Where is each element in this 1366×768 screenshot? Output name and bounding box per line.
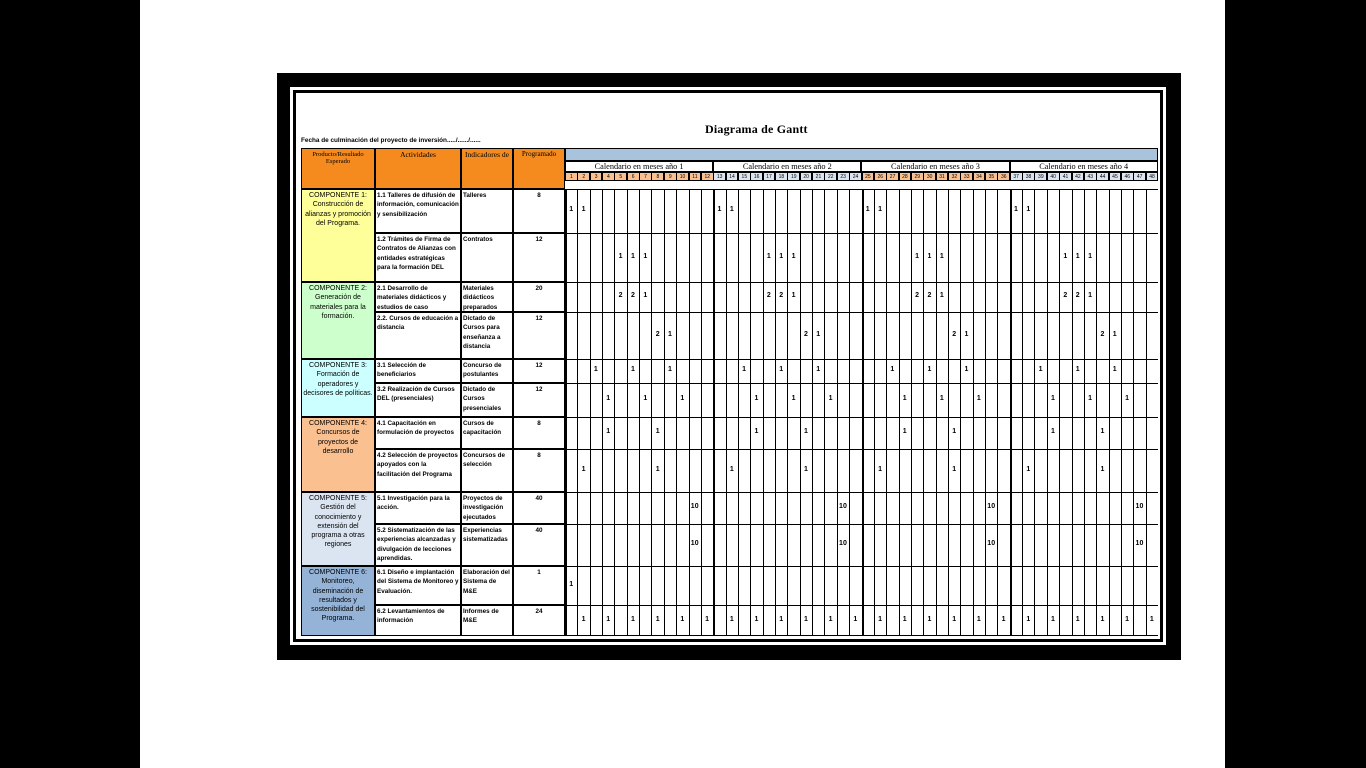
- gantt-mark: 1: [915, 252, 920, 260]
- month-number-45: 45: [1109, 172, 1122, 181]
- component-5-cell: COMPONENTE 5: Gestión del conocimiento y extensión del programa a otras regiones: [301, 492, 375, 566]
- gantt-mark: 1: [952, 615, 957, 623]
- gantt-mark: 1: [1075, 615, 1080, 623]
- month-number-43: 43: [1084, 172, 1097, 181]
- gantt-mark: 1: [828, 615, 833, 623]
- grid-column-line: [565, 189, 567, 636]
- grid-column-line: [1146, 189, 1147, 636]
- gantt-mark: 10: [839, 503, 847, 510]
- indicator-cell: Dictado de Cursos presenciales: [461, 383, 513, 417]
- year-1-header: Calendario en meses año 1: [565, 161, 713, 172]
- month-number-24: 24: [849, 172, 862, 181]
- gantt-mark: 1: [606, 615, 611, 623]
- gantt-mark: 1: [791, 252, 796, 260]
- month-number-1: 1: [565, 172, 578, 181]
- gantt-mark: 1: [569, 206, 574, 213]
- month-number-7: 7: [639, 172, 652, 181]
- month-number-30: 30: [923, 172, 936, 181]
- gantt-mark: 1: [779, 615, 784, 623]
- month-number-39: 39: [1034, 172, 1047, 181]
- gantt-mark: 1: [816, 330, 821, 338]
- gantt-mark: 1: [729, 465, 734, 473]
- year-3-header: Calendario en meses año 3: [861, 161, 1009, 172]
- gantt-mark: 1: [630, 366, 635, 373]
- gantt-mark: 1: [779, 366, 784, 373]
- gantt-mark: 1: [655, 428, 660, 435]
- indicator-cell: Cursos de capacitación: [461, 417, 513, 449]
- month-number-6: 6: [627, 172, 640, 181]
- gantt-mark: 1: [927, 615, 932, 623]
- gantt-mark: 1: [976, 395, 981, 402]
- gantt-mark: 1: [630, 615, 635, 623]
- programado-cell: 40: [513, 492, 565, 524]
- month-number-29: 29: [911, 172, 924, 181]
- gantt-mark: 10: [1135, 503, 1144, 510]
- month-number-22: 22: [824, 172, 837, 181]
- programado-cell: 12: [513, 383, 565, 417]
- grid-column-line: [614, 189, 615, 636]
- grid-column-line: [590, 189, 591, 636]
- programado-cell: 1: [513, 566, 565, 605]
- grid-column-line: [800, 189, 801, 636]
- indicator-cell: Proyectos de investigación ejecutados: [461, 492, 513, 524]
- grid-column-line: [849, 189, 850, 636]
- grid-column-line: [787, 189, 788, 636]
- gantt-mark: 1: [643, 395, 648, 402]
- calendar-header-bar: [565, 148, 1158, 161]
- gantt-mark: 2: [1063, 292, 1068, 299]
- gantt-mark: 1: [1013, 206, 1018, 213]
- month-number-26: 26: [874, 172, 887, 181]
- grid-column-line: [874, 189, 875, 636]
- gantt-mark: 1: [729, 615, 734, 623]
- gantt-mark: 1: [816, 366, 821, 373]
- indicator-cell: Materiales didácticos preparados: [461, 282, 513, 312]
- grid-column-line: [1010, 189, 1012, 636]
- gantt-mark: 1: [1088, 252, 1092, 260]
- grid-column-line: [985, 189, 986, 636]
- gantt-mark: 1: [630, 252, 635, 260]
- gantt-mark: 1: [643, 252, 648, 260]
- gantt-mark: 1: [1001, 615, 1006, 623]
- gantt-mark: 1: [878, 465, 882, 473]
- grid-column-line: [763, 189, 764, 636]
- gantt-mark: 1: [939, 252, 944, 260]
- gantt-mark: 1: [803, 465, 808, 473]
- month-number-35: 35: [985, 172, 998, 181]
- gantt-mark: 1: [1088, 292, 1092, 299]
- month-number-16: 16: [750, 172, 763, 181]
- grid-column-line: [664, 189, 665, 636]
- gantt-mark: 1: [606, 428, 611, 435]
- grid-column-line: [824, 189, 825, 636]
- gantt-mark: 1: [1038, 366, 1043, 373]
- indicator-cell: Informes de M&E: [461, 605, 513, 636]
- grid-column-line: [936, 189, 937, 636]
- grid-column-line: [602, 189, 603, 636]
- gantt-mark: 1: [655, 615, 660, 623]
- indicator-cell: Elaboración del Sistema de M&E: [461, 566, 513, 605]
- grid-bottom-line: [301, 635, 1158, 636]
- programado-cell: 20: [513, 282, 565, 312]
- gantt-sheet: [300, 96, 1158, 636]
- gantt-mark: 1: [581, 615, 586, 623]
- grid-column-line: [997, 189, 998, 636]
- year-2-header: Calendario en meses año 2: [713, 161, 861, 172]
- month-number-11: 11: [689, 172, 702, 181]
- indicator-cell: Experiencias sistematizadas: [461, 524, 513, 566]
- month-number-36: 36: [997, 172, 1010, 181]
- month-number-8: 8: [651, 172, 664, 181]
- gantt-mark: 1: [791, 395, 796, 402]
- grid-column-line: [639, 189, 640, 636]
- grid-column-line: [1084, 189, 1085, 636]
- component-3-cell: COMPONENTE 3: Formación de operadores y decisores de políticas.: [301, 359, 375, 417]
- grid-column-line: [1059, 189, 1060, 636]
- month-number-37: 37: [1010, 172, 1023, 181]
- grid-column-line: [973, 189, 974, 636]
- month-number-40: 40: [1047, 172, 1060, 181]
- gantt-mark: 2: [803, 330, 808, 338]
- month-number-13: 13: [713, 172, 726, 181]
- programado-cell: 8: [513, 449, 565, 492]
- gantt-mark: 1: [742, 366, 747, 373]
- gantt-mark: 1: [593, 366, 598, 373]
- month-number-12: 12: [701, 172, 714, 181]
- gantt-mark: 1: [1100, 615, 1105, 623]
- gantt-mark: 1: [1125, 615, 1130, 623]
- gantt-mark: 1: [927, 252, 932, 260]
- grid-column-line: [812, 189, 813, 636]
- month-number-27: 27: [886, 172, 899, 181]
- grid-column-line: [577, 189, 578, 636]
- grid-column-line: [862, 189, 864, 636]
- gantt-mark: 1: [705, 615, 710, 623]
- grid-column-line: [837, 189, 838, 636]
- month-number-23: 23: [837, 172, 850, 181]
- component-1-cell: COMPONENTE 1: Construcción de alianzas y promoción del Programa.: [301, 189, 375, 282]
- activity-cell: 4.1 Capacitación en formulación de proyectos: [375, 417, 461, 449]
- gantt-mark: 1: [1026, 465, 1031, 473]
- activity-cell: 2.2. Cursos de educación a distancia: [375, 312, 461, 359]
- month-number-15: 15: [738, 172, 751, 181]
- grid-column-line: [1022, 189, 1023, 636]
- grid-column-line: [701, 189, 702, 636]
- gantt-mark: 1: [1026, 206, 1031, 213]
- grid-column-line: [627, 189, 628, 636]
- gantt-mark: 1: [865, 206, 870, 213]
- gantt-mark: 1: [964, 366, 969, 373]
- grid-column-line: [1121, 189, 1122, 636]
- fecha-label: Fecha de culminación del proyecto de inversión...../....../......: [301, 137, 481, 144]
- activity-cell: 5.1 Investigación para la acción.: [375, 492, 461, 524]
- gantt-mark: 1: [766, 252, 771, 260]
- gantt-mark: 1: [668, 330, 672, 338]
- grid-column-line: [750, 189, 751, 636]
- gantt-mark: 1: [1051, 395, 1055, 402]
- month-number-10: 10: [676, 172, 689, 181]
- gantt-mark: 1: [1063, 252, 1068, 260]
- activity-cell: 1.2 Trámites de Firma de Contratos de Alianzas con entidades estratégicas para la formación DEL: [375, 233, 461, 282]
- grid-column-line: [1109, 189, 1110, 636]
- gantt-mark: 1: [803, 615, 808, 623]
- gantt-mark: 2: [915, 292, 920, 299]
- gantt-mark: 1: [939, 395, 944, 402]
- gantt-mark: 1: [1051, 428, 1055, 435]
- programado-cell: 12: [513, 233, 565, 282]
- gantt-mark: 1: [878, 615, 882, 623]
- grid-column-line: [899, 189, 900, 636]
- gantt-mark: 1: [964, 330, 969, 338]
- month-number-41: 41: [1059, 172, 1072, 181]
- gantt-mark: 1: [1125, 395, 1130, 402]
- grid-column-line: [713, 189, 715, 636]
- gantt-mark: 2: [655, 330, 660, 338]
- indicator-cell: Concursos de selección: [461, 449, 513, 492]
- programado-cell: 12: [513, 359, 565, 383]
- gantt-mark: 1: [618, 252, 623, 260]
- header-producto: Producto/Resultado Esperado: [301, 148, 375, 189]
- gantt-mark: 1: [1112, 330, 1117, 338]
- gantt-mark: 1: [890, 366, 895, 373]
- year-4-header: Calendario en meses año 4: [1010, 161, 1158, 172]
- gantt-mark: 1: [606, 395, 611, 402]
- activity-cell: 6.1 Diseño e implantación del Sistema de Monitoreo y Evaluación.: [375, 566, 461, 605]
- component-2-cell: COMPONENTE 2: Generación de materiales para la formación.: [301, 282, 375, 359]
- month-number-17: 17: [763, 172, 776, 181]
- gantt-mark: 1: [1075, 252, 1080, 260]
- component-4-cell: COMPONENTE 4: Concursos de proyectos de desarrollo: [301, 417, 375, 492]
- header-programado: Programado: [513, 148, 565, 189]
- gantt-mark: 1: [976, 615, 981, 623]
- grid-column-line: [960, 189, 961, 636]
- gantt-mark: 1: [939, 292, 944, 299]
- gantt-mark: 1: [1149, 615, 1154, 623]
- grid-column-line: [775, 189, 776, 636]
- month-number-46: 46: [1121, 172, 1134, 181]
- indicator-cell: Dictado de Cursos para enseñanza a distancia: [461, 312, 513, 359]
- gantt-mark: 1: [902, 428, 907, 435]
- gantt-mark: 1: [1051, 615, 1055, 623]
- grid-column-line: [1072, 189, 1073, 636]
- gantt-mark: 1: [902, 395, 907, 402]
- gantt-mark: 1: [1075, 366, 1080, 373]
- gantt-mark: 1: [1088, 395, 1092, 402]
- gantt-mark: 1: [569, 580, 574, 588]
- gantt-mark: 2: [1075, 292, 1080, 299]
- gantt-mark: 1: [927, 366, 932, 373]
- programado-cell: 12: [513, 312, 565, 359]
- gantt-mark: 1: [581, 465, 586, 473]
- grid-column-line: [738, 189, 739, 636]
- month-number-47: 47: [1133, 172, 1146, 181]
- gantt-mark: 1: [668, 366, 672, 373]
- grid-column-line: [676, 189, 677, 636]
- grid-column-line: [1034, 189, 1035, 636]
- gantt-mark: 1: [803, 428, 808, 435]
- month-number-32: 32: [948, 172, 961, 181]
- gantt-mark: 1: [717, 206, 722, 213]
- gantt-mark: 1: [952, 428, 957, 435]
- gantt-mark: 1: [952, 465, 957, 473]
- gantt-mark: 1: [754, 615, 759, 623]
- header-actividades: Actividades: [375, 148, 461, 189]
- indicator-cell: Concurso de postulantes: [461, 359, 513, 383]
- gantt-mark: 2: [1100, 330, 1105, 338]
- gantt-mark: 1: [1026, 615, 1031, 623]
- month-number-9: 9: [664, 172, 677, 181]
- gantt-mark: 2: [618, 292, 623, 299]
- month-number-42: 42: [1072, 172, 1085, 181]
- programado-cell: 24: [513, 605, 565, 636]
- month-number-5: 5: [614, 172, 627, 181]
- gantt-mark: 1: [1100, 465, 1105, 473]
- gantt-mark: 10: [839, 540, 847, 547]
- grid-column-line: [886, 189, 887, 636]
- gantt-mark: 1: [828, 395, 833, 402]
- month-number-34: 34: [973, 172, 986, 181]
- gantt-mark: 2: [630, 292, 635, 299]
- gantt-mark: 1: [791, 292, 796, 299]
- gantt-mark: 1: [754, 395, 759, 402]
- gantt-mark: 2: [952, 330, 957, 338]
- activity-cell: 6.2 Levantamientos de información: [375, 605, 461, 636]
- grid-column-line: [689, 189, 690, 636]
- indicator-cell: Talleres: [461, 189, 513, 233]
- activity-cell: 2.1 Desarrollo de materiales didácticos y estudios de caso: [375, 282, 461, 312]
- month-number-20: 20: [800, 172, 813, 181]
- gantt-mark: 1: [680, 395, 685, 402]
- gantt-mark: 1: [878, 206, 882, 213]
- gantt-mark: 1: [1100, 428, 1105, 435]
- grid-column-line: [948, 189, 949, 636]
- gantt-mark: 1: [902, 615, 907, 623]
- month-number-4: 4: [602, 172, 615, 181]
- grid-column-line: [911, 189, 912, 636]
- gantt-mark: 1: [581, 206, 586, 213]
- gantt-mark: 1: [729, 206, 734, 213]
- activity-cell: 5.2 Sistematización de las experiencias alcanzadas y divulgación de lecciones aprendidas.: [375, 524, 461, 566]
- gantt-mark: 1: [643, 292, 648, 299]
- gantt-mark: 1: [1112, 366, 1117, 373]
- activity-cell: 4.2 Selección de proyectos apoyados con la facilitación del Programa: [375, 449, 461, 492]
- activity-cell: 3.1 Selección de beneficiarios: [375, 359, 461, 383]
- month-number-18: 18: [775, 172, 788, 181]
- grid-column-line: [1047, 189, 1048, 636]
- grid-column-line: [726, 189, 727, 636]
- activity-cell: 3.2 Realización de Cursos DEL (presenciales): [375, 383, 461, 417]
- gantt-mark: 1: [754, 428, 759, 435]
- month-number-2: 2: [577, 172, 590, 181]
- gantt-mark: 1: [655, 465, 660, 473]
- month-number-14: 14: [726, 172, 739, 181]
- gantt-mark: 10: [987, 540, 996, 547]
- month-number-28: 28: [899, 172, 912, 181]
- gantt-mark: 1: [779, 252, 784, 260]
- activity-cell: 1.1 Talleres de difusión de información, comunicación y sensibilización: [375, 189, 461, 233]
- programado-cell: 40: [513, 524, 565, 566]
- month-number-19: 19: [787, 172, 800, 181]
- grid-column-line: [1133, 189, 1134, 636]
- grid-column-line: [1096, 189, 1097, 636]
- month-number-3: 3: [590, 172, 603, 181]
- month-number-21: 21: [812, 172, 825, 181]
- gantt-mark: 2: [766, 292, 771, 299]
- component-6-cell: COMPONENTE 6: Monitoreo, diseminación de resultados y sostenibilidad del Programa.: [301, 566, 375, 636]
- header-indicadores: Indicadores de: [461, 148, 513, 189]
- gantt-mark: 10: [987, 503, 996, 510]
- grid-column-line: [651, 189, 652, 636]
- month-number-25: 25: [862, 172, 875, 181]
- programado-cell: 8: [513, 189, 565, 233]
- gantt-mark: 10: [690, 540, 699, 547]
- month-number-44: 44: [1096, 172, 1109, 181]
- month-number-48: 48: [1146, 172, 1158, 181]
- month-number-38: 38: [1022, 172, 1035, 181]
- gantt-mark: 1: [680, 615, 685, 623]
- gantt-mark: 10: [690, 503, 699, 510]
- grid-column-line: [923, 189, 924, 636]
- indicator-cell: Contratos: [461, 233, 513, 282]
- gantt-mark: 2: [779, 292, 784, 299]
- document-title: Diagrama de Gantt: [705, 122, 808, 136]
- gantt-mark: 10: [1135, 540, 1144, 547]
- gantt-mark: 2: [927, 292, 932, 299]
- gantt-mark: 1: [853, 615, 858, 623]
- programado-cell: 8: [513, 417, 565, 449]
- month-number-33: 33: [960, 172, 973, 181]
- month-number-31: 31: [936, 172, 949, 181]
